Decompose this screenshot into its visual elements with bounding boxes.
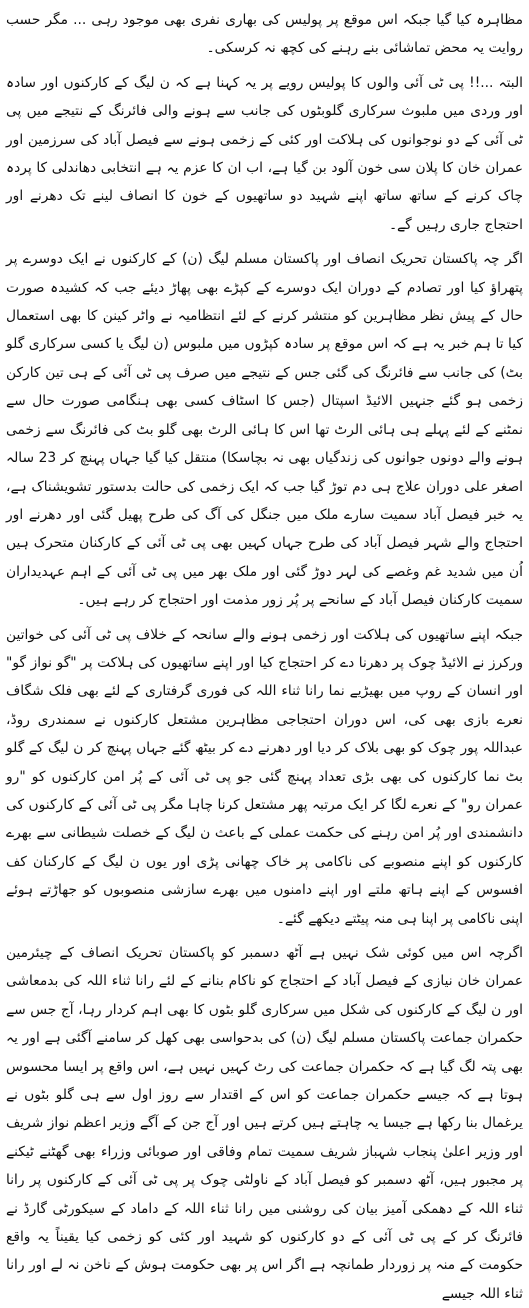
article-paragraph-1: مظاہرہ کیا گیا جبکہ اس موقع پر پولیس کی بھاری نفری بھی موجود رہی ... مگر حسب روایت یہ محض تماشائی بنے رہنے کی کچھ نہ کرسکی۔ — [6, 12, 523, 57]
article-paragraph-4: جبکہ اپنے ساتھیوں کی ہلاکت اور زخمی ہونے والے سانحہ کے خلاف پی ٹی آئی کی خواتین ورکرز نے الائیڈ چوک پر دھرنا دے کر احتجاج کیا اور اپنے ساتھیوں کی ہلاکت پر "گو نواز گو" اور انسان کے روپ میں بھیڑیے نما رانا ثناء اللہ کی فوری گرفتاری کے لئے بھی فلک شگاف نعرے بازی بھی کی، اس دوران احتجاجی مظاہرین مشتعل کارکنوں نے سمندری روڈ، عبداللہ پور چوک کو بھی بلاک کر دیا اور دھرنے دے کر بیٹھ گئے جہاں پہنچ کر ن لیگ کے گلو بٹ نما کارکنوں کی بھی بڑی تعداد پہنچ گئی جو پی ٹی آئی کے پُر امن کارکنوں کو "رو عمران رو" کے نعرے لگا کر ایک مرتبہ پھر مشتعل کرنا چاہا مگر پی ٹی آئی کے کارکنوں کی دانشمندی اور پُر امن رہنے کی حکمت عملی کے باعث ن لیگ کے خصلت شیطانی سے بھرے کارکنوں کو اپنے منصوبے کی ناکامی پر خاک چھانی پڑی اور یوں ن لیگ کے کارکنان کف افسوس کے اپنے ہاتھ ملتے اور اپنے دامنوں میں بھرے سازشی منصوبوں کو جھاڑتے ہوئے اپنی ناکامی پر اپنا ہی منہ پیٹتے دیکھے گئے۔ — [6, 626, 523, 927]
article-paragraph-3: اگر چہ پاکستان تحریک انصاف اور پاکستان مسلم لیگ (ن) کے کارکنوں نے ایک دوسرے پر پتھراؤ کیا اور تصادم کے دوران ایک دوسرے کے کپڑے بھی پھاڑ دیئے جب کہ کشیدہ صورت حال کے پیش نظر مظاہرین کو منتشر کرنے کے لئے انتظامیہ نے واٹر کینن کا بھی استعمال کیا تا ہم خبر یہ ہے کہ اس موقع پر سادہ کپڑوں میں ملبوس (ن لیگ یا کسی سرکاری گلو بٹ) کی جانب سے فائرنگ کی گئی جس کے نتیجے میں صرف پی ٹی آئی کے ہی تین کارکن زخمی ہو گئے جنہیں الائیڈ اسپتال (جس کا اسٹاف کسی بھی ہنگامی صورت حال سے نمٹنے کے لئے پہلے ہی ہائی الرٹ تھا اس کا ہائی الرٹ بھی گلو بٹ کی فائرنگ سے زخمی ہونے والے دونوں جوانوں کی زندگیاں بھی نہ بچاسکا) منتقل کیا گیا جہاں پہنچ کر 23 سالہ اصغر علی دوران علاج ہی دم توڑ گیا جب کہ ایک زخمی کی حالت بدستور تشویشناک ہے، یہ خبر فیصل آباد سمیت سارے ملک میں جنگل کی آگ کی طرح پھیل گئی اور دھرنے اور احتجاج والے شہر فیصل آباد کی طرح جہاں کہیں بھی پی ٹی آئی کے کارکنان متحرک ہیں اُن میں شدید غم وغصے کی لہر دوڑ گئی اور ملک بھر میں پی ٹی آئی کے اہم عہدیداران سمیت کارکنان فیصل آباد کے سانحے پر پُر زور مذمت اور احتجاج کر رہے ہیں۔ — [6, 251, 523, 609]
article-paragraph-5: اگرچہ اس میں کوئی شک نہیں ہے آٹھ دسمبر کو پاکستان تحریک انصاف کے چیئرمین عمران خان نیازی کے فیصل آباد کے احتجاج کو ناکام بنانے کے لئے رانا ثناء اللہ کی بدمعاشی اور ن لیگ کے کارکنوں کی شکل میں سرکاری گلو بٹوں کا بھی اہم کردار رہا، آج جس سے حکمران جماعت پاکستان مسلم لیگ (ن) کی بدحواسی بھی کھل کر سامنے آگئی ہے اور یہ بھی پتہ لگ گیا ہے کہ حکمران جماعت کی رٹ کہیں نہیں ہے، اس واقع پر ایسا محسوس ہوتا ہے کہ جیسے حکمران جماعت کو اس کے اقتدار سے روز اول سے ہی گلو بٹوں نے یرغمال بنا رکھا ہے جیسا یہ چاہتے ہیں کرتے ہیں اور آج جن کے آگے وزیر اعظم نواز شریف اور وزیر اعلیٰ پنجاب شہباز شریف سمیت تمام وفاقی اور صوبائی وزراء بھی گھٹنے ٹیکنے پر مجبور ہیں، آٹھ دسمبر کو فیصل آباد کے ناولٹی چوک پر پی ٹی آئی کے کارکنوں پر رانا ثناء اللہ کے دھمکی آمیز بیان کی روشنی میں رانا ثناء اللہ کے داماد کے سیکورٹی گارڈ نے فائرنگ کر کے پی ٹی آئی کے دو کارکنوں کو شہید اور کئی کو زخمی کیا یقیناً یہ واقع حکومت کے منہ پر زوردار طمانچہ ہے اگر اس پر بھی حکومت ہوش کے ناخن نہ لے اور رانا ثناء اللہ جیسے — [6, 945, 523, 1302]
article-paragraph-2: البتہ ...!! پی ٹی آئی والوں کا پولیس رویے پر یہ کہنا ہے کہ ن لیگ کے کارکنوں اور سادہ اور وردی میں ملبوث سرکاری گلوبٹوں کی جانب سے ہونے والی فائرنگ کے نتیجے میں پی ٹی آئی کے دو نوجوانوں کی ہلاکت اور کئی کے زخمی ہونے سے فیصل آباد کی سرزمین اور عمران خان کا پلان سی خون آلود بن گیا ہے، اب ان کا عزم یہ ہے انتخابی دھاندلی کا پردہ چاک کرنے کے ساتھ ساتھ اپنے شہید دو ساتھیوں کے خون کا انصاف لینے تک دھرنے اور احتجاج جاری رہیں گے۔ — [6, 74, 523, 233]
